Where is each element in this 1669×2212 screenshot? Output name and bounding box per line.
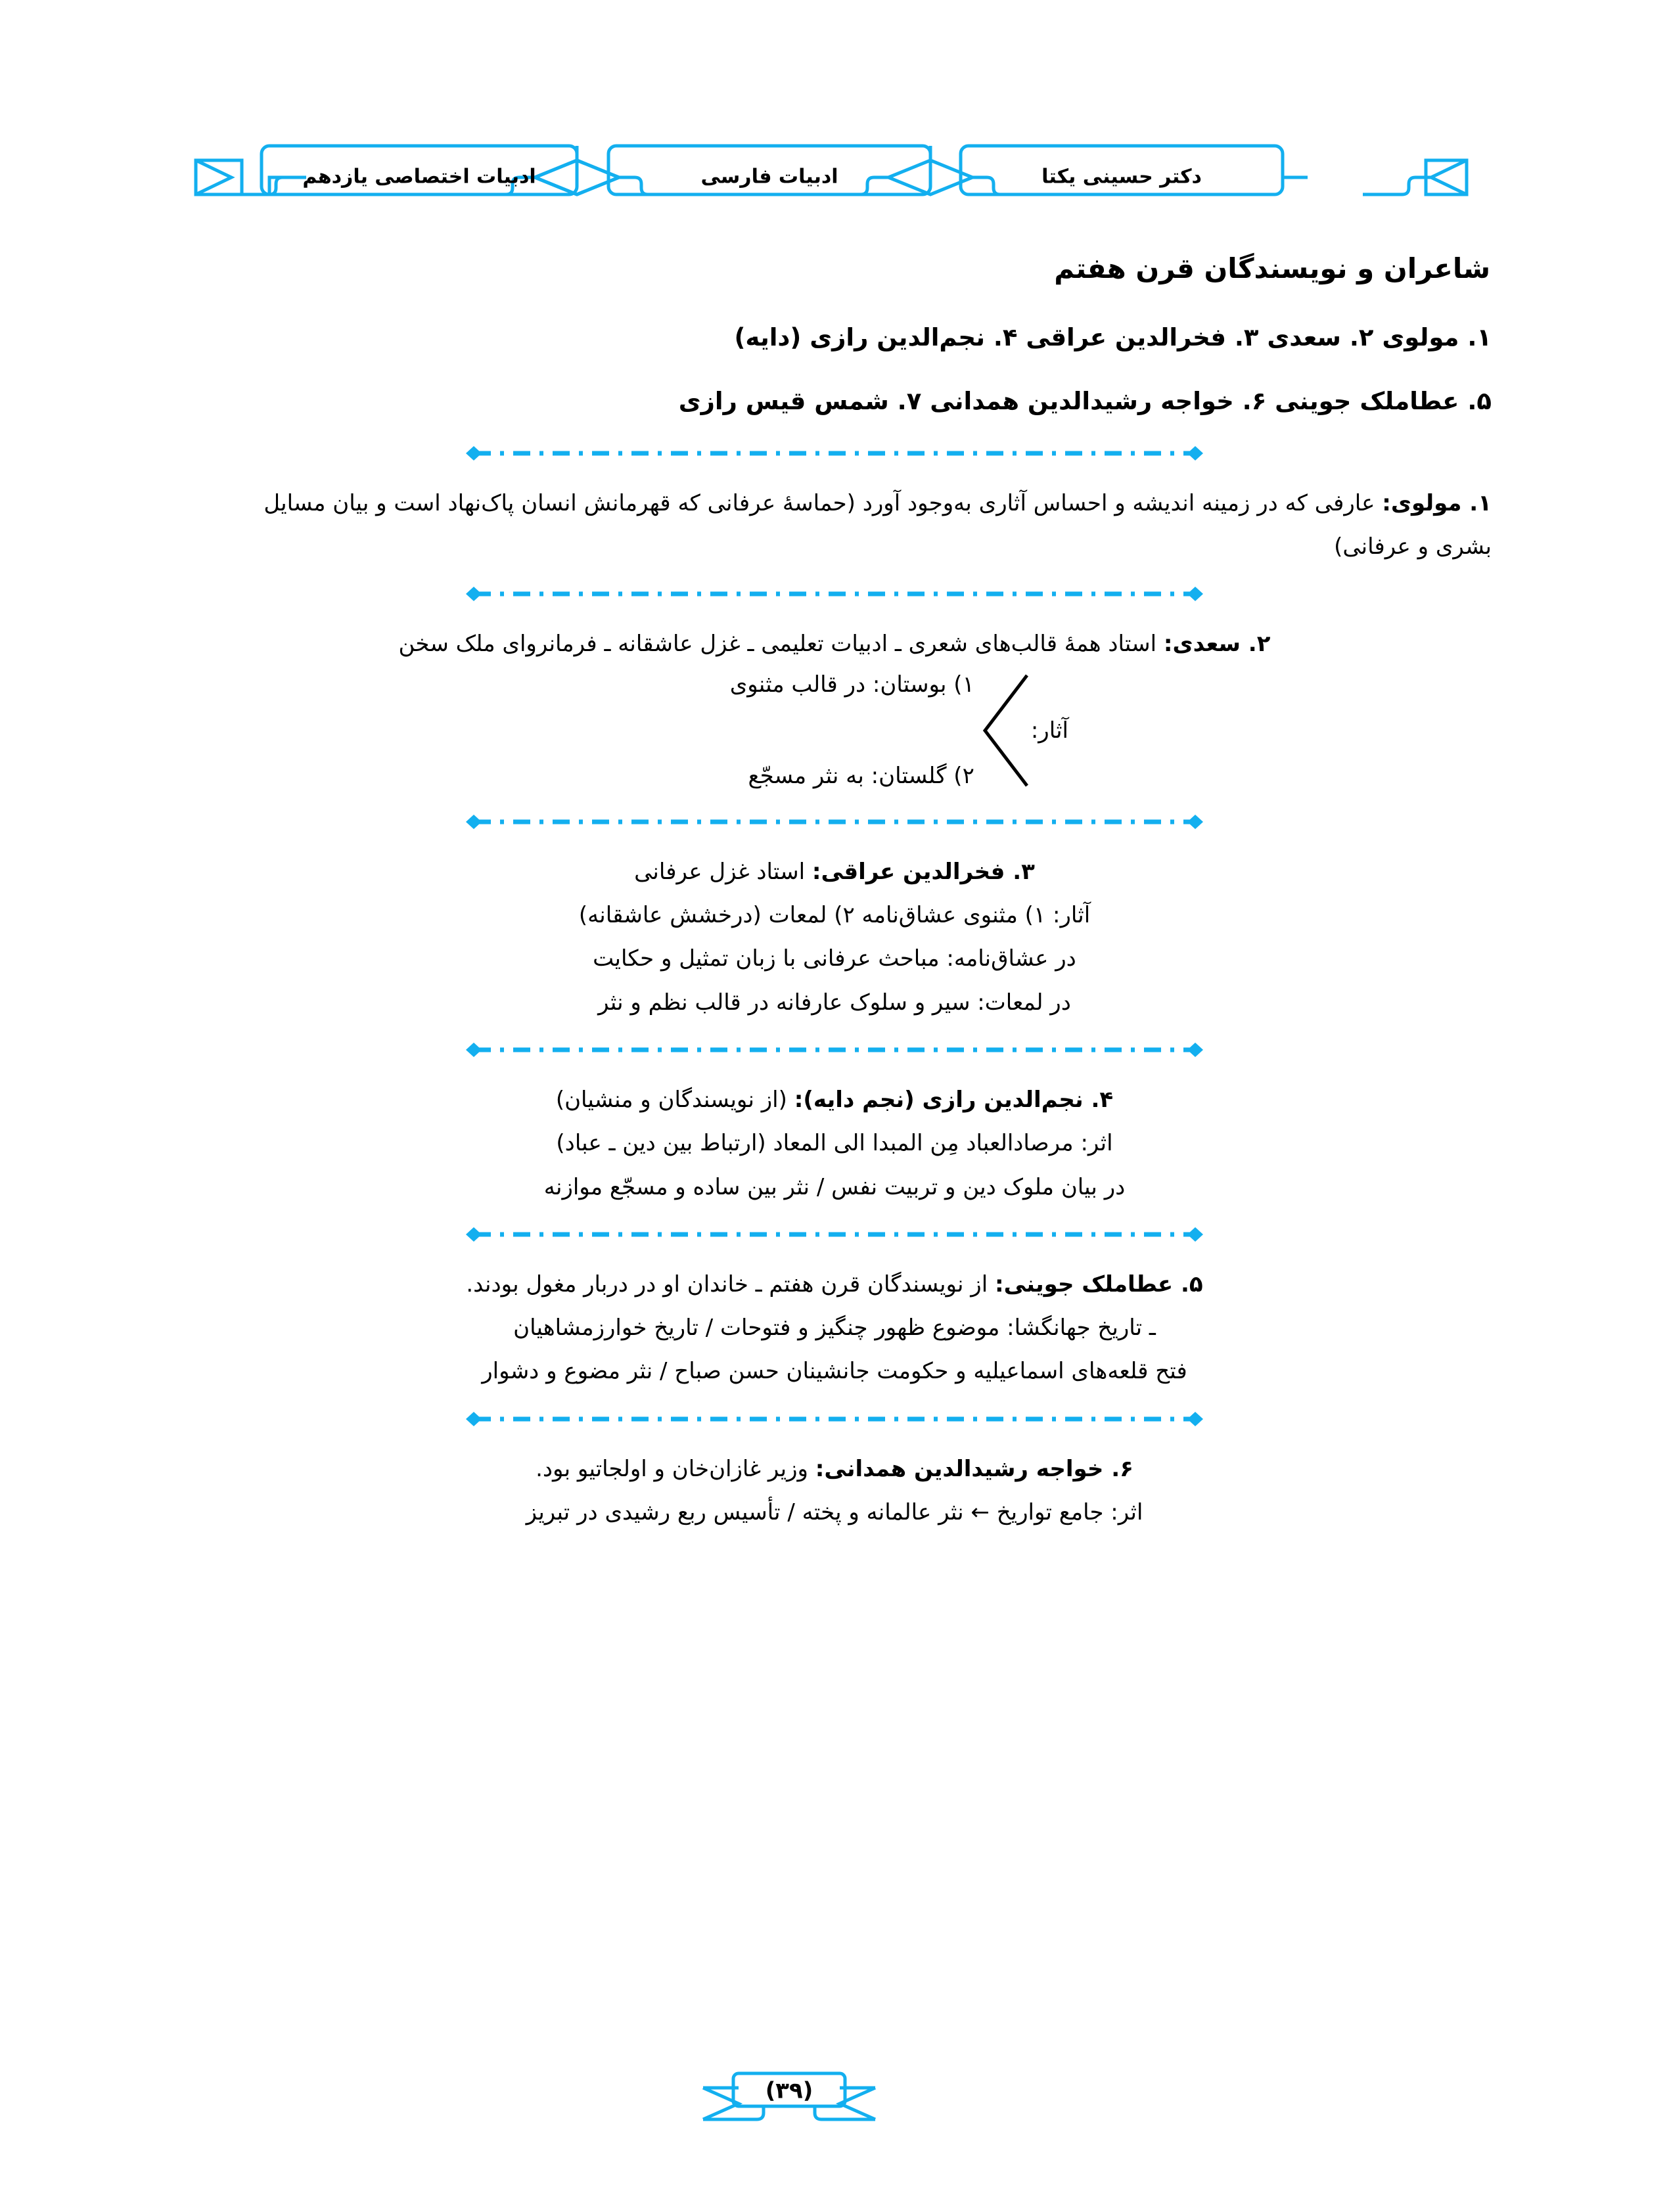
entry-molavi-lead: ۱. مولوی: bbox=[1382, 489, 1492, 516]
page-title: شاعران و نویسندگان قرن هفتم bbox=[1054, 252, 1490, 284]
roster-line-2: ۵. عطاملک جوینی ۶. خواجه رشیدالدین همدانی ۷. شمس قیس رازی bbox=[678, 386, 1492, 415]
entry-eraghi-lead: ۳. فخرالدین عراقی: bbox=[812, 858, 1035, 885]
header-ribbon-label-1: ادبیات اختصاصی یازدهم bbox=[302, 165, 536, 189]
entry-rashidoddin bbox=[177, 1447, 1492, 1535]
section-divider bbox=[177, 445, 1492, 462]
section-divider bbox=[177, 1411, 1492, 1428]
entry-joveyni bbox=[177, 1263, 1492, 1393]
entry-najm-razi-lead: ۴. نجم‌الدین رازی (نجم دایه): bbox=[794, 1086, 1114, 1113]
entry-saadi bbox=[177, 622, 1492, 796]
saadi-brace-label: آثار: bbox=[1030, 717, 1068, 744]
header-ribbon-label-2: ادبیات فارسی bbox=[700, 165, 838, 189]
header-ribbon-label-3: دکتر حسینی یکتا bbox=[1041, 165, 1202, 189]
entry-rashidoddin-line-2: اثر: جامع تواریخ ← نثر عالمانه و پخته / تأسیس ربع رشیدی در تبریز bbox=[526, 1499, 1143, 1526]
section-divider bbox=[177, 1226, 1492, 1243]
entry-rashidoddin-lead: ۶. خواجه رشیدالدین همدانی: bbox=[815, 1455, 1133, 1482]
entry-eraghi-line-4: در لمعات: سیر و سلوک عارفانه در قالب نظم و نثر bbox=[598, 989, 1071, 1016]
footer-page-ribbon bbox=[700, 2063, 878, 2142]
header-ribbon-banner bbox=[191, 129, 1472, 208]
section-divider bbox=[177, 585, 1492, 602]
entry-molavi-text-1: عارفی که در زمینه اندیشه و احساس آثاری به‌وجود آورد (حماسهٔ عرفانی که قهرمانش انسان پاک‌نهاد است و بیان مسایل bbox=[263, 489, 1375, 516]
entry-eraghi-line-1 bbox=[177, 850, 1492, 893]
entry-molavi-line-1 bbox=[177, 482, 1492, 525]
entry-joveyni-text-1: از نویسندگان قرن هفتم ـ خاندان او در دربار مغول بودند. bbox=[466, 1271, 988, 1298]
saadi-work-1: ۱) بوستان: در قالب مثنوی bbox=[729, 671, 974, 698]
section-divider bbox=[177, 1041, 1492, 1058]
entry-najm-razi-text-1: (از نویسندگان و منشیان) bbox=[555, 1086, 787, 1113]
saadi-work-2: ۲) گلستان: به نثر مسجّع bbox=[748, 762, 974, 789]
angle-brace-icon bbox=[980, 671, 1031, 790]
entry-najm-razi-line-1 bbox=[177, 1078, 1492, 1121]
entry-eraghi-line-3: در عشاق‌نامه: مباحث عرفانی با زبان تمثیل و حکایت bbox=[593, 945, 1076, 972]
main-content bbox=[177, 250, 1492, 1539]
page-number: (۳۹) bbox=[765, 2077, 813, 2104]
entry-joveyni-line-1 bbox=[177, 1263, 1492, 1306]
entry-molavi bbox=[177, 482, 1492, 569]
entry-rashidoddin-text-1: وزیر غازان‌خان و اولجاتیو بود. bbox=[536, 1455, 808, 1482]
entry-joveyni-lead: ۵. عطاملک جوینی: bbox=[994, 1271, 1203, 1298]
section-divider bbox=[177, 813, 1492, 830]
entry-joveyni-line-3: فتح قلعه‌های اسماعیلیه و حکومت جانشینان حسن صباح / نثر مضوع و دشوار bbox=[482, 1358, 1187, 1385]
entry-joveyni-line-2: ـ تاریخ جهانگشا: موضوع ظهور چنگیز و فتوحات / تاریخ خوارزمشاهیان bbox=[513, 1315, 1156, 1342]
entry-eraghi-line-2: آثار: ۱) مثنوی عشاق‌نامه ۲) لمعات (درخشش عاشقانه) bbox=[578, 902, 1091, 929]
entry-eraghi bbox=[177, 850, 1492, 1024]
entry-najm-razi-line-3: در بیان ملوک دین و تربیت نفس / نثر بین ساده و مسجّع موازنه bbox=[543, 1173, 1126, 1200]
entry-saadi-line-1 bbox=[177, 622, 1492, 666]
entry-eraghi-text-1: استاد غزل عرفانی bbox=[634, 858, 806, 885]
entry-rashidoddin-line-1 bbox=[177, 1447, 1492, 1491]
entry-molavi-line-2: بشری و عرفانی) bbox=[1334, 533, 1492, 560]
entry-najm-razi bbox=[177, 1078, 1492, 1209]
entry-saadi-text-1: استاد همهٔ قالب‌های شعری ـ ادبیات تعلیمی ـ غزل عاشقانه ـ فرمانروای ملک سخن bbox=[398, 631, 1157, 658]
entry-najm-razi-line-2: اثر: مرصادالعباد مِن المبدا الی المعاد (ارتباط بین دین ـ عباد) bbox=[556, 1130, 1113, 1157]
saadi-works-brace-group bbox=[177, 671, 1492, 796]
roster-line-1: ۱. مولوی ۲. سعدی ۳. فخرالدین عراقی ۴. نجم‌الدین رازی (دایه) bbox=[734, 323, 1492, 351]
entry-saadi-lead: ۲. سعدی: bbox=[1163, 631, 1271, 658]
